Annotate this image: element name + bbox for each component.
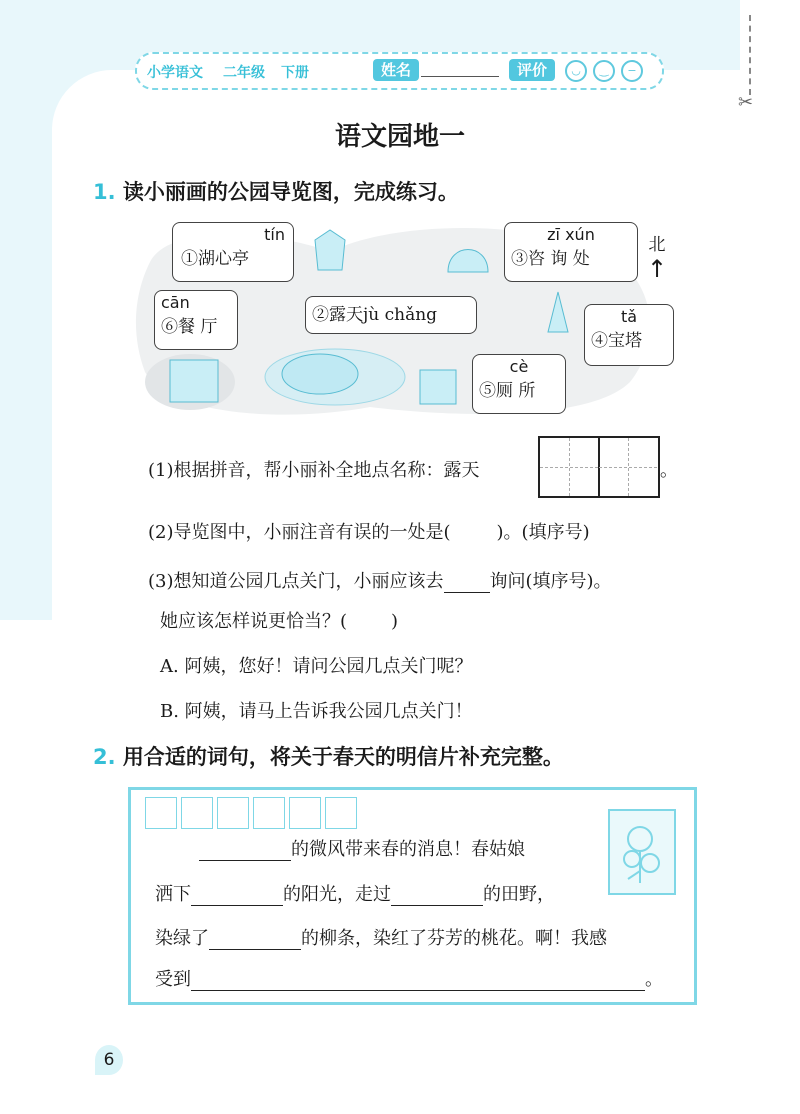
sub-question-3-choice: 她应该怎样说更恰当？( ) (160, 611, 399, 632)
sub-question-2: (2)导览图中，小丽注音有误的一处是( )。(填序号) (148, 522, 590, 543)
postcode-box[interactable] (289, 797, 321, 829)
page-number: 6 (95, 1045, 123, 1075)
theater-icon (282, 354, 358, 394)
answer-grid[interactable] (538, 436, 660, 498)
compass (647, 230, 667, 283)
header-grade: 二年级 (223, 65, 265, 81)
postcard-line-2: 洒下 的阳光，走过 的田野， (155, 884, 555, 905)
bubble-open-theater: ②露天jù chǎng (305, 296, 477, 334)
postcode-box[interactable] (181, 797, 213, 829)
name-label: 姓名 (373, 59, 419, 81)
question-1-number: 1. (93, 180, 116, 204)
stamp-icon (608, 809, 676, 895)
postcard-line-4: 受到 。 (155, 969, 663, 990)
option-a[interactable]: A. 阿姨，您好！请问公园几点关门呢？ (160, 656, 473, 677)
answer-blank[interactable] (199, 860, 291, 861)
question-2-text: 用合适的词句，将关于春天的明信片补充完整。 (122, 745, 564, 769)
answer-blank[interactable] (391, 905, 483, 906)
postcode-box[interactable] (145, 797, 177, 829)
bubble-lake-pavilion: tín ①湖心亭 (172, 222, 294, 282)
header-term: 下册 (281, 65, 309, 81)
page-title: 语文园地一 (334, 122, 465, 152)
sub-question-3: (3)想知道公园几点关门，小丽应该去 询问(填序号)。 (148, 571, 612, 592)
question-1-text: 读小丽画的公园导览图，完成练习。 (122, 180, 459, 204)
question-1 (93, 176, 459, 206)
bubble-info-center: zī xún ③咨 询 处 (504, 222, 638, 282)
pavilion-icon (315, 230, 345, 270)
sub-question-1: (1)根据拼音，帮小丽补全地点名称：露天 (148, 460, 480, 481)
answer-blank[interactable] (444, 592, 490, 593)
bubble-pagoda: tǎ ④宝塔 (584, 304, 674, 366)
scissors-icon: ✂ (738, 92, 754, 113)
header-bar (135, 52, 664, 90)
postcard-line-3: 染绿了 的柳条，染红了芬芳的桃花。啊！我感 (155, 928, 607, 949)
option-b[interactable]: B. 阿姨，请马上告诉我公园几点关门！ (160, 701, 473, 722)
bubble-restaurant: cān ⑥餐 厅 (154, 290, 238, 350)
answer-blank[interactable] (191, 905, 283, 906)
answer-blank[interactable] (191, 990, 645, 991)
postcard (128, 787, 697, 1005)
neutral-face-icon[interactable]: ‿ (593, 60, 615, 82)
bubble-toilet: cè ⑤厕 所 (472, 354, 566, 414)
question-2 (93, 741, 564, 771)
postcode-box[interactable] (253, 797, 285, 829)
answer-blank[interactable] (209, 949, 301, 950)
sub-question-1-end: 。 (660, 460, 678, 481)
toilet-building-icon (420, 370, 456, 404)
compass-north-label: 北 (648, 235, 666, 255)
restaurant-building-icon (170, 360, 218, 402)
answer-cell[interactable] (540, 438, 600, 496)
postcard-line-1: 的微风带来春的消息！春姑娘 (199, 835, 525, 861)
answer-cell[interactable] (599, 438, 657, 496)
sad-face-icon[interactable]: − (621, 60, 643, 82)
header-subject: 小学语文 (147, 65, 203, 81)
cut-line (749, 15, 751, 95)
question-2-number: 2. (93, 745, 116, 769)
postcode-box[interactable] (325, 797, 357, 829)
postcode-box[interactable] (217, 797, 249, 829)
happy-face-icon[interactable]: ◡ (565, 60, 587, 82)
park-map (130, 212, 670, 422)
north-arrow-icon: ↑ (647, 255, 668, 283)
eval-label: 评价 (509, 59, 555, 81)
name-input-line[interactable] (421, 76, 499, 77)
